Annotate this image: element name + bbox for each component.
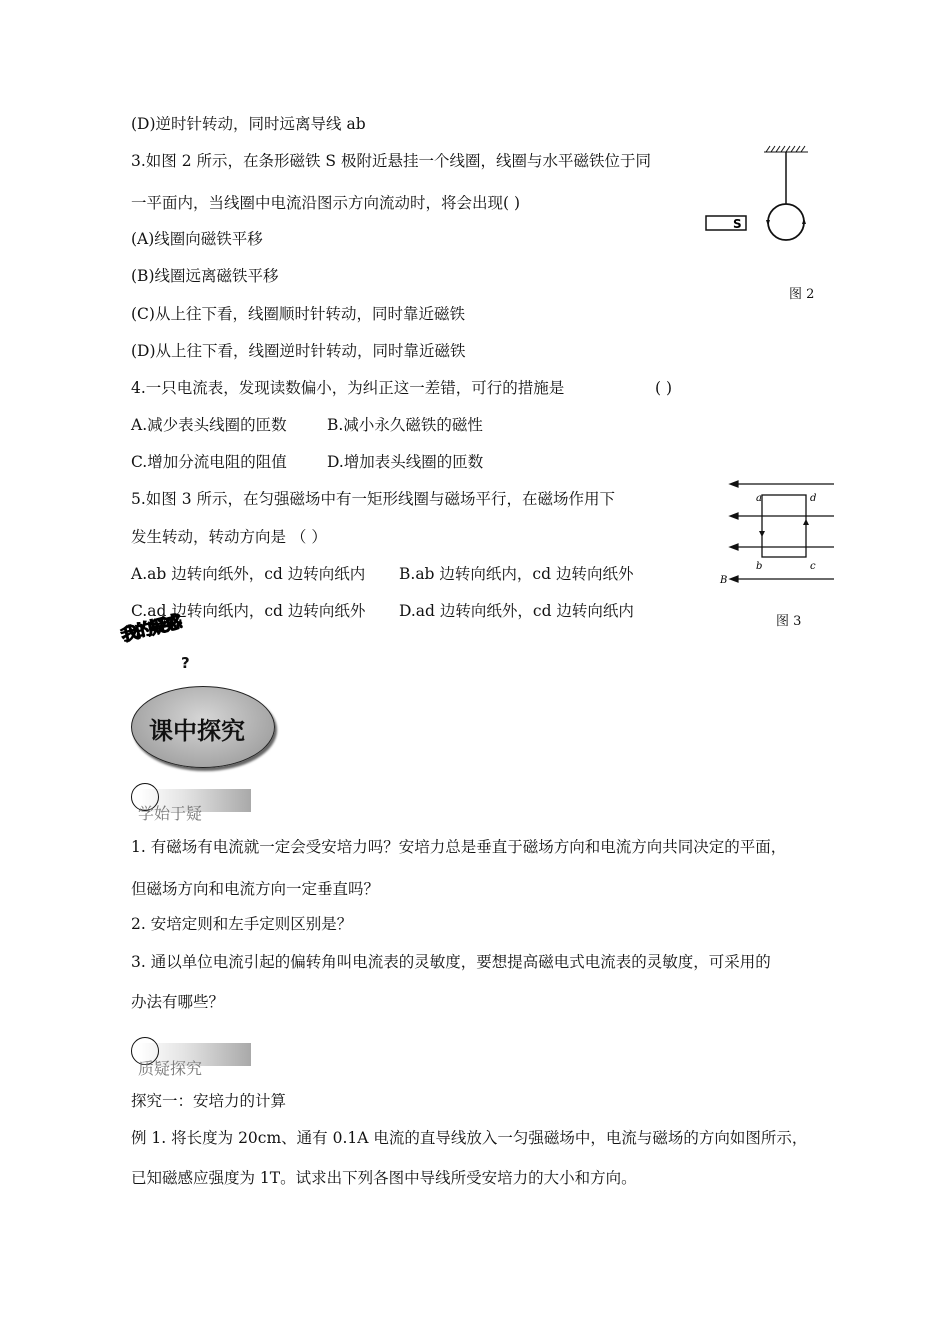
option-3b: (B)线圈远离磁铁平移	[131, 267, 279, 285]
question-5-line-2: 发生转动，转动方向是 （ ）	[131, 528, 327, 546]
magnet-s-label: S	[733, 217, 742, 231]
figure-2-caption: 图 2	[789, 287, 815, 302]
option-3c: (C)从上往下看，线圈顺时针转动，同时靠近磁铁	[131, 305, 465, 323]
question-1-line-2: 但磁场方向和电流方向一定垂直吗？	[131, 880, 380, 898]
rectangular-coil	[762, 495, 806, 557]
question-mark: ?	[181, 654, 190, 672]
option-4a: A.减少表头线圈的匝数	[131, 416, 287, 434]
label-d: d	[810, 493, 817, 504]
question-3-line-1b: 3. 通以单位电流引起的偏转角叫电流表的灵敏度，要想提高磁电式电流表的灵敏度，可采用的	[131, 953, 771, 971]
my-doubts-wordart: 我的疑惑	[119, 612, 183, 647]
option-4b: B.减小永久磁铁的磁性	[327, 416, 483, 434]
option-5b: B.ab 边转向纸内，cd 边转向纸外	[399, 565, 634, 583]
question-4-answer-blank: ( )	[655, 379, 673, 397]
current-arrow-right	[802, 218, 806, 224]
band-2-title: 质疑探究	[138, 1059, 203, 1078]
option-3a: (A)线圈向磁铁平移	[131, 230, 263, 248]
label-c: c	[810, 561, 816, 572]
option-4c: C.增加分流电阻的阻值	[131, 453, 287, 471]
option-5c: C.ad 边转向纸内，cd 边转向纸外	[131, 602, 366, 620]
figure-3-caption: 图 3	[776, 614, 802, 629]
section-title: 课中探究	[149, 717, 245, 745]
example-1-line-1: 例 1. 将长度为 20cm、通有 0.1A 电流的直导线放入一匀强磁场中，电流与磁场的方向如图所示，	[131, 1129, 808, 1147]
question-4: 4.一只电流表，发现读数偏小，为纠正这一差错，可行的措施是	[131, 379, 565, 397]
label-B: B	[720, 575, 728, 586]
question-2: 2. 安培定则和左手定则区别是？	[131, 915, 353, 933]
question-3-line-1: 3.如图 2 所示，在条形磁铁 S 极附近悬挂一个线圈，线圈与水平磁铁位于同	[131, 152, 651, 170]
question-1-line-1: 1. 有磁场有电流就一定会受安培力吗？安培力总是垂直于磁场方向和电流方向共同决定的平面，	[131, 838, 787, 856]
ceiling-hatch	[764, 146, 808, 152]
coil-arrow-ab	[759, 531, 765, 537]
option-5d: D.ad 边转向纸外，cd 边转向纸内	[399, 602, 634, 620]
option-3d-prev: (D)逆时针转动，同时远离导线 ab	[131, 115, 366, 133]
figure-3	[718, 475, 838, 590]
field-lines	[730, 481, 834, 582]
band-1-title: 学始于疑	[138, 804, 203, 823]
label-b: b	[756, 561, 763, 572]
figure-2	[700, 140, 830, 260]
question-5-line-1: 5.如图 3 所示，在匀强磁场中有一矩形线圈与磁场平行，在磁场作用下	[131, 490, 616, 508]
question-3-line-2: 一平面内，当线圈中电流沿图示方向流动时，将会出现( )	[131, 194, 521, 212]
question-3-line-2b: 办法有哪些？	[131, 993, 225, 1011]
coil-loop	[768, 204, 804, 240]
option-5a: A.ab 边转向纸外，cd 边转向纸内	[131, 565, 366, 583]
option-3d: (D)从上往下看，线圈逆时针转动，同时靠近磁铁	[131, 342, 466, 360]
current-arrow-left	[766, 220, 770, 226]
example-1-line-2: 已知磁感应强度为 1T。试求出下列各图中导线所受安培力的大小和方向。	[131, 1169, 637, 1187]
explore-1-title: 探究一：安培力的计算	[131, 1092, 287, 1110]
label-a: a	[756, 493, 762, 504]
coil-arrow-cd	[803, 519, 809, 525]
option-4d: D.增加表头线圈的匝数	[327, 453, 484, 471]
